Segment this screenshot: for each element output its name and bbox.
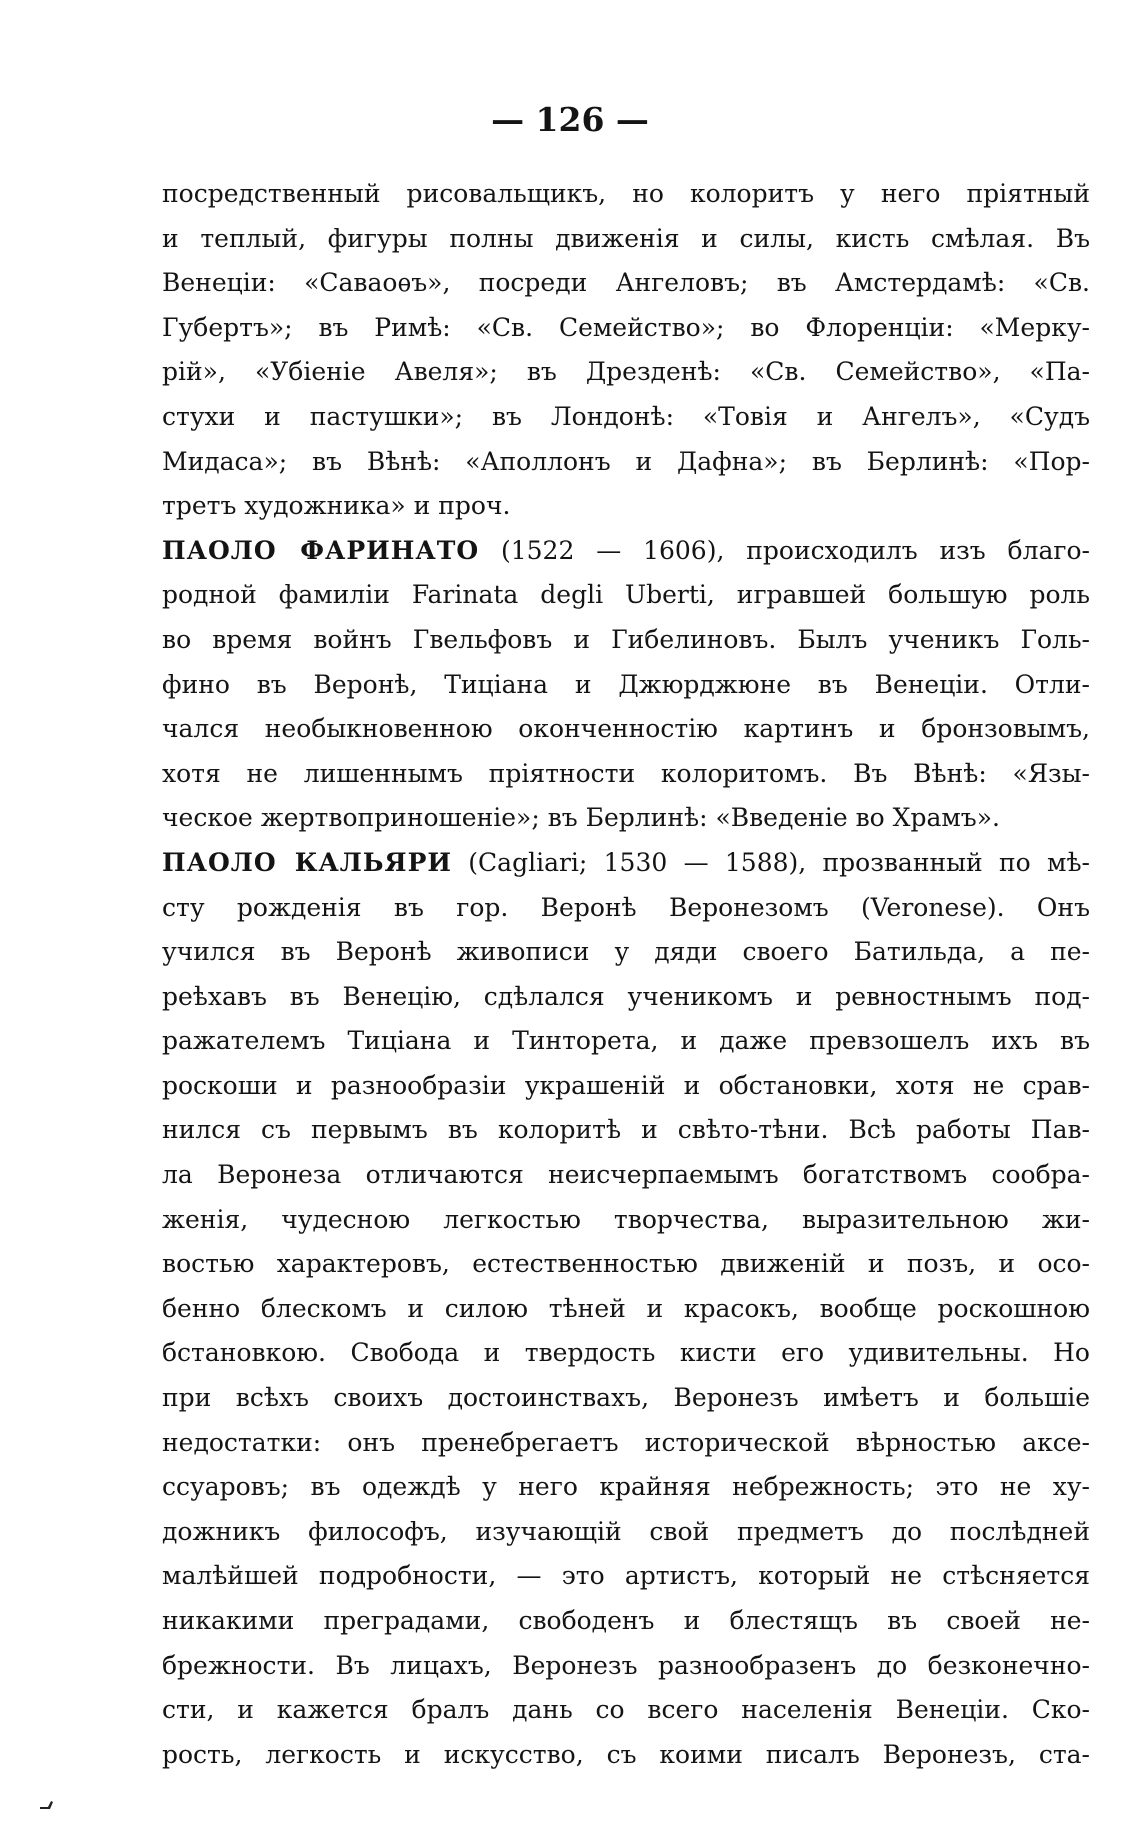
text-span: (Cagliari; 1530 — 1588), прозванный по мѣ-: [452, 847, 1090, 877]
text-line: нился съ первымъ въ колоритѣ и свѣто-тѣни. Всѣ работы Пав-: [162, 1115, 1090, 1145]
text-line: малѣйшей подробности, — это артистъ, который не стѣсняется: [162, 1561, 1090, 1591]
text-line: родной фамиліи Farinata degli Uberti, игравшей большую роль: [162, 580, 1090, 610]
artist-name-heading: ПАОЛО КАЛЬЯРИ: [162, 847, 452, 877]
text-line: при всѣхъ своихъ достоинствахъ, Веронезъ имѣетъ и большіе: [162, 1383, 1090, 1413]
text-line: посредственный рисовальщикъ, но колоритъ у него пріятный: [162, 179, 1090, 208]
text-line: ла Веронеза отличаются неисчерпаемымъ богатствомъ сообра-: [162, 1160, 1090, 1190]
text-line: учился въ Веронѣ живописи у дяди своего Батильда, а пе-: [162, 937, 1090, 967]
text-line: ссуаровъ; въ одеждѣ у него крайняя небрежность; это не ху-: [162, 1472, 1090, 1502]
text-line: [162, 841, 1090, 886]
text-line: рость, легкость и искусство, съ коими писалъ Веронезъ, ста-: [162, 1739, 1090, 1769]
paragraph-caliari: [162, 841, 1090, 1777]
text-line: [162, 529, 1090, 574]
text-span: (1522 — 1606), происходилъ изъ благо-: [479, 535, 1090, 565]
text-line: дожникъ философъ, изучающій свой предметъ до послѣдней: [162, 1516, 1090, 1546]
text-line: во время войнъ Гвельфовъ и Гибелиновъ. Былъ ученикъ Голь-: [162, 624, 1090, 654]
text-line: Мидаса»; въ Вѣнѣ: «Аполлонъ и Дафна»; въ Берлинѣ: «Пор-: [162, 446, 1090, 476]
text-line: стухи и пастушки»; въ Лондонѣ: «Товія и Ангелъ», «Судъ: [162, 401, 1090, 431]
text-line: бстановкою. Свобода и твердость кисти его удивительны. Но: [162, 1338, 1090, 1368]
text-line: хотя не лишеннымъ пріятности колоритомъ. Въ Вѣнѣ: «Язы-: [162, 758, 1090, 788]
text-line: ражателемъ Тиціана и Тинторета, и даже превзошелъ ихъ въ: [162, 1026, 1090, 1056]
text-line: бенно блескомъ и силою тѣней и красокъ, вообще роскошною: [162, 1293, 1090, 1323]
text-line: третъ художника» и проч.: [162, 491, 511, 521]
text-line: недостатки: онъ пренебрегаетъ исторической вѣрностью аксе-: [162, 1427, 1090, 1457]
paragraph-continuation: [162, 172, 1090, 529]
text-line: женія, чудесною легкостью творчества, выразительною жи-: [162, 1204, 1090, 1234]
artist-name-heading: ПАОЛО ФАРИНАТО: [162, 535, 480, 565]
text-line: востью характеровъ, естественностью движеній и позъ, и осо-: [162, 1249, 1090, 1279]
text-line: Венеціи: «Саваоѳъ», посреди Ангеловъ; въ Амстердамѣ: «Св.: [162, 268, 1090, 298]
text-line: рій», «Убіеніе Авеля»; въ Дрезденѣ: «Св. Семейство», «Па-: [162, 357, 1090, 387]
text-line: и теплый, фигуры полны движенія и силы, кисть смѣлая. Въ: [162, 223, 1090, 253]
page-number: — 126 —: [491, 100, 649, 139]
text-line: роскоши и разнообразіи украшеній и обстановки, хотя не срав-: [162, 1070, 1090, 1100]
text-line: ческое жертвоприношеніе»; въ Берлинѣ: «Введеніе во Храмъ».: [162, 803, 1000, 833]
text-line: сту рожденія въ гор. Веронѣ Веронезомъ (Veronese). Онъ: [162, 892, 1090, 922]
text-line: никакими преградами, свободенъ и блестящъ въ своей не-: [162, 1606, 1090, 1635]
text-line: брежности. Въ лицахъ, Веронезъ разнообразенъ до безконечно-: [162, 1650, 1090, 1680]
body-text: [162, 172, 1090, 1777]
text-line: фино въ Веронѣ, Тиціана и Джюрджюне въ Венеціи. Отли-: [162, 669, 1090, 699]
text-line: реѣхавъ въ Венецію, сдѣлался ученикомъ и ревностнымъ под-: [162, 981, 1090, 1011]
paragraph-farinato: [162, 529, 1090, 841]
text-line: сти, и кажется бралъ дань со всего населенія Венеціи. Ско-: [162, 1695, 1090, 1725]
text-line: Губертъ»; въ Римѣ: «Св. Семейство»; во Флоренціи: «Мерку-: [162, 312, 1090, 342]
scan-artifact-mark: [40, 1800, 54, 1810]
text-line: чался необыкновенною оконченностію картинъ и бронзовымъ,: [162, 714, 1090, 744]
